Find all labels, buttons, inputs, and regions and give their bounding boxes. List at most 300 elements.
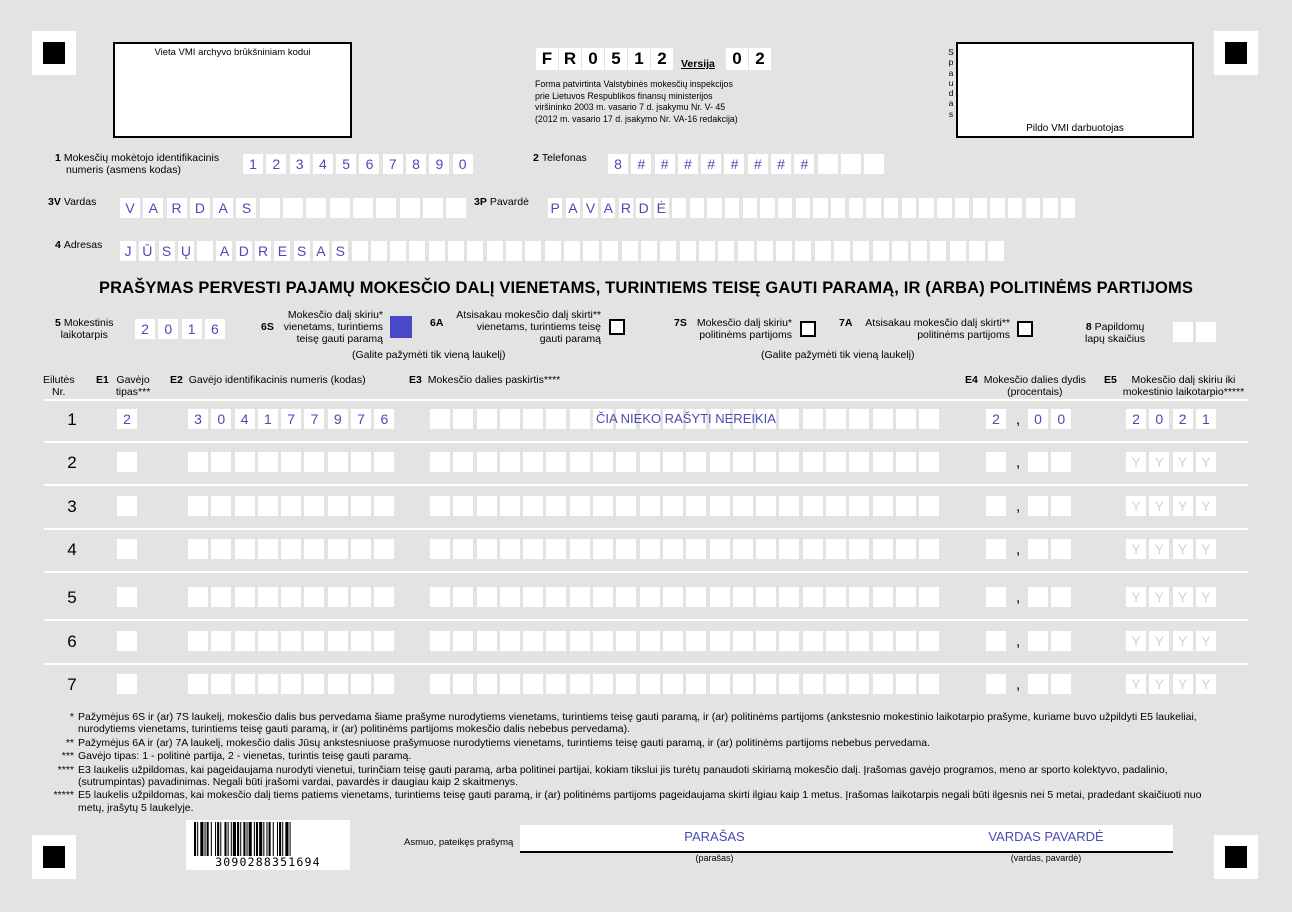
char-cell[interactable] [1028,631,1048,651]
char-cell[interactable] [546,539,566,559]
char-cell[interactable] [919,674,939,694]
char-cell[interactable] [546,452,566,472]
char-cell[interactable] [779,452,799,472]
char-cell[interactable] [1051,587,1071,607]
char-cell[interactable] [351,496,371,516]
recipient-code-field[interactable] [188,631,398,651]
char-cell[interactable] [710,539,730,559]
char-cell[interactable] [803,452,823,472]
char-cell[interactable] [616,452,636,472]
char-cell[interactable]: A [566,198,580,218]
char-cell[interactable] [1051,631,1071,651]
char-cell[interactable]: R [619,198,633,218]
char-cell[interactable] [430,539,450,559]
char-cell[interactable]: Y [1173,539,1193,559]
char-cell[interactable] [896,496,916,516]
percent-dec-field[interactable] [1028,674,1075,694]
char-cell[interactable]: A [216,241,232,261]
char-cell[interactable] [733,674,753,694]
char-cell[interactable] [328,674,348,694]
char-cell[interactable] [235,496,255,516]
char-cell[interactable] [1028,496,1048,516]
char-cell[interactable]: 4 [235,409,255,429]
char-cell[interactable] [593,587,613,607]
name-value[interactable]: VARDAS PAVARDĖ [988,829,1104,844]
phone-field[interactable] [608,154,888,174]
until-year-field[interactable] [1126,452,1219,472]
char-cell[interactable]: D [236,241,252,261]
until-year-field[interactable] [1126,409,1219,429]
char-cell[interactable] [743,198,757,218]
char-cell[interactable] [304,631,324,651]
char-cell[interactable] [117,674,137,694]
char-cell[interactable] [353,198,373,218]
char-cell[interactable] [304,452,324,472]
char-cell[interactable] [211,539,231,559]
char-cell[interactable] [803,587,823,607]
char-cell[interactable] [453,496,473,516]
char-cell[interactable] [583,241,599,261]
char-cell[interactable] [430,587,450,607]
char-cell[interactable] [919,452,939,472]
char-cell[interactable] [986,587,1006,607]
char-cell[interactable] [523,452,543,472]
char-cell[interactable] [986,452,1006,472]
char-cell[interactable]: J [120,241,136,261]
char-cell[interactable] [328,587,348,607]
char-cell[interactable] [919,539,939,559]
char-cell[interactable] [1028,587,1048,607]
char-cell[interactable] [376,198,396,218]
recipient-code-field[interactable] [188,587,398,607]
char-cell[interactable]: S [236,198,256,218]
char-cell[interactable]: Ų [178,241,194,261]
char-cell[interactable] [873,631,893,651]
char-cell[interactable]: 2 [1173,409,1193,429]
char-cell[interactable] [919,631,939,651]
char-cell[interactable] [686,496,706,516]
char-cell[interactable]: Y [1126,539,1146,559]
recipient-code-field[interactable] [188,409,398,429]
char-cell[interactable] [641,241,657,261]
char-cell[interactable] [235,452,255,472]
char-cell[interactable] [477,631,497,651]
char-cell[interactable] [616,674,636,694]
char-cell[interactable] [570,631,590,651]
char-cell[interactable] [487,241,503,261]
char-cell[interactable] [117,496,137,516]
char-cell[interactable] [779,539,799,559]
char-cell[interactable] [328,631,348,651]
char-cell[interactable] [374,452,394,472]
char-cell[interactable] [117,587,137,607]
char-cell[interactable]: R [167,198,187,218]
char-cell[interactable]: # [631,154,651,174]
char-cell[interactable]: S [159,241,175,261]
char-cell[interactable] [690,198,704,218]
recipient-type-field[interactable] [117,539,140,559]
char-cell[interactable] [188,496,208,516]
char-cell[interactable] [188,452,208,472]
char-cell[interactable] [523,674,543,694]
char-cell[interactable]: D [190,198,210,218]
char-cell[interactable]: 0 [1149,409,1169,429]
char-cell[interactable] [500,674,520,694]
recipient-type-field[interactable] [117,631,140,651]
char-cell[interactable] [973,198,987,218]
char-cell[interactable] [969,241,985,261]
char-cell[interactable] [117,539,137,559]
char-cell[interactable] [374,587,394,607]
char-cell[interactable] [616,631,636,651]
char-cell[interactable]: 1 [1196,409,1216,429]
char-cell[interactable] [849,539,869,559]
char-cell[interactable] [663,539,683,559]
char-cell[interactable] [778,198,792,218]
char-cell[interactable] [1051,539,1071,559]
taxpayer-id-field[interactable] [243,154,476,174]
until-year-field[interactable] [1126,674,1219,694]
char-cell[interactable]: 3 [290,154,310,174]
char-cell[interactable]: A [313,241,329,261]
recipient-code-field[interactable] [188,539,398,559]
char-cell[interactable] [826,674,846,694]
char-cell[interactable] [281,674,301,694]
option-6a-checkbox[interactable] [609,319,625,335]
char-cell[interactable] [779,674,799,694]
char-cell[interactable] [707,198,721,218]
char-cell[interactable] [756,452,776,472]
char-cell[interactable] [756,674,776,694]
char-cell[interactable] [564,241,580,261]
char-cell[interactable] [523,496,543,516]
signature-value[interactable]: PARAŠAS [684,829,745,844]
char-cell[interactable] [686,674,706,694]
char-cell[interactable]: Y [1173,631,1193,651]
char-cell[interactable] [663,496,683,516]
char-cell[interactable] [351,587,371,607]
purpose-field[interactable] [430,496,943,516]
char-cell[interactable] [733,539,753,559]
char-cell[interactable] [663,452,683,472]
char-cell[interactable]: Y [1126,496,1146,516]
char-cell[interactable]: P [548,198,562,218]
char-cell[interactable]: 0 [158,319,178,339]
char-cell[interactable] [593,631,613,651]
char-cell[interactable] [260,198,280,218]
char-cell[interactable]: 0 [211,409,231,429]
char-cell[interactable]: 6 [205,319,225,339]
char-cell[interactable]: 7 [281,409,301,429]
char-cell[interactable] [328,539,348,559]
char-cell[interactable]: Y [1196,452,1216,472]
char-cell[interactable] [374,496,394,516]
address-field[interactable] [120,241,1008,261]
option-6s-checkbox[interactable] [390,316,412,338]
char-cell[interactable] [430,631,450,651]
char-cell[interactable] [663,674,683,694]
char-cell[interactable] [640,496,660,516]
char-cell[interactable] [864,154,884,174]
char-cell[interactable] [1028,539,1048,559]
char-cell[interactable] [896,587,916,607]
option-7a-checkbox[interactable] [1017,321,1033,337]
char-cell[interactable] [400,198,420,218]
char-cell[interactable]: Y [1196,496,1216,516]
char-cell[interactable]: # [748,154,768,174]
char-cell[interactable] [937,198,951,218]
char-cell[interactable]: Y [1149,452,1169,472]
char-cell[interactable] [188,631,208,651]
recipient-code-field[interactable] [188,674,398,694]
char-cell[interactable] [570,452,590,472]
char-cell[interactable] [756,587,776,607]
char-cell[interactable] [235,539,255,559]
char-cell[interactable] [430,452,450,472]
percent-int-field[interactable] [986,631,1009,651]
percent-dec-field[interactable] [1028,587,1075,607]
char-cell[interactable] [258,674,278,694]
char-cell[interactable] [453,452,473,472]
char-cell[interactable] [448,241,464,261]
char-cell[interactable] [546,674,566,694]
char-cell[interactable]: Y [1173,496,1193,516]
char-cell[interactable] [546,496,566,516]
char-cell[interactable] [849,587,869,607]
char-cell[interactable] [803,539,823,559]
char-cell[interactable] [258,539,278,559]
char-cell[interactable]: Y [1196,587,1216,607]
char-cell[interactable] [686,539,706,559]
char-cell[interactable]: A [213,198,233,218]
char-cell[interactable] [725,198,739,218]
char-cell[interactable] [988,241,1004,261]
char-cell[interactable] [710,452,730,472]
char-cell[interactable] [453,674,473,694]
char-cell[interactable] [1028,674,1048,694]
char-cell[interactable] [351,631,371,651]
char-cell[interactable] [796,198,810,218]
char-cell[interactable] [826,452,846,472]
char-cell[interactable] [1028,452,1048,472]
char-cell[interactable] [453,587,473,607]
char-cell[interactable]: Y [1126,674,1146,694]
char-cell[interactable] [352,241,368,261]
char-cell[interactable] [733,452,753,472]
char-cell[interactable]: # [724,154,744,174]
char-cell[interactable] [779,496,799,516]
char-cell[interactable] [211,496,231,516]
char-cell[interactable] [423,198,443,218]
purpose-field[interactable] [430,631,943,651]
char-cell[interactable] [756,631,776,651]
char-cell[interactable] [304,539,324,559]
char-cell[interactable]: 1 [243,154,263,174]
char-cell[interactable]: Y [1149,631,1169,651]
char-cell[interactable] [477,587,497,607]
char-cell[interactable] [1043,198,1057,218]
char-cell[interactable] [235,631,255,651]
char-cell[interactable]: 7 [351,409,371,429]
char-cell[interactable] [409,241,425,261]
char-cell[interactable]: # [771,154,791,174]
char-cell[interactable]: E [274,241,290,261]
char-cell[interactable]: Y [1173,674,1193,694]
char-cell[interactable] [351,674,371,694]
char-cell[interactable] [986,539,1006,559]
char-cell[interactable]: 9 [429,154,449,174]
percent-dec-field[interactable] [1028,409,1075,429]
char-cell[interactable] [986,496,1006,516]
char-cell[interactable]: 0 [453,154,473,174]
char-cell[interactable] [710,587,730,607]
char-cell[interactable]: 0 [1051,409,1071,429]
percent-int-field[interactable] [986,496,1009,516]
char-cell[interactable] [826,631,846,651]
char-cell[interactable] [849,496,869,516]
char-cell[interactable] [304,587,324,607]
purpose-field[interactable] [430,539,943,559]
char-cell[interactable] [453,631,473,651]
char-cell[interactable] [640,587,660,607]
char-cell[interactable]: # [678,154,698,174]
char-cell[interactable] [813,198,827,218]
char-cell[interactable] [330,198,350,218]
char-cell[interactable] [892,241,908,261]
char-cell[interactable]: 9 [328,409,348,429]
char-cell[interactable] [818,154,838,174]
char-cell[interactable]: 2 [986,409,1006,429]
char-cell[interactable] [896,631,916,651]
char-cell[interactable] [663,587,683,607]
char-cell[interactable] [640,539,660,559]
char-cell[interactable] [718,241,734,261]
char-cell[interactable] [374,631,394,651]
char-cell[interactable] [570,539,590,559]
char-cell[interactable]: Y [1126,587,1146,607]
char-cell[interactable] [803,496,823,516]
char-cell[interactable] [640,631,660,651]
char-cell[interactable] [328,452,348,472]
char-cell[interactable]: 7 [304,409,324,429]
percent-dec-field[interactable] [1028,539,1075,559]
char-cell[interactable] [986,631,1006,651]
char-cell[interactable] [477,496,497,516]
char-cell[interactable] [304,674,324,694]
char-cell[interactable]: 6 [359,154,379,174]
char-cell[interactable] [235,587,255,607]
char-cell[interactable] [525,241,541,261]
char-cell[interactable]: 2 [117,409,137,429]
char-cell[interactable] [281,452,301,472]
char-cell[interactable] [873,587,893,607]
percent-int-field[interactable] [986,587,1009,607]
char-cell[interactable] [283,198,303,218]
char-cell[interactable]: Y [1149,674,1169,694]
char-cell[interactable] [831,198,845,218]
char-cell[interactable]: S [332,241,348,261]
percent-int-field[interactable] [986,539,1009,559]
until-year-field[interactable] [1126,631,1219,651]
until-year-field[interactable] [1126,496,1219,516]
char-cell[interactable]: D [636,198,650,218]
char-cell[interactable] [873,496,893,516]
char-cell[interactable] [616,587,636,607]
purpose-field[interactable] [430,587,943,607]
char-cell[interactable] [258,587,278,607]
char-cell[interactable] [986,674,1006,694]
char-cell[interactable]: 1 [258,409,278,429]
char-cell[interactable] [546,587,566,607]
char-cell[interactable]: Ū [139,241,155,261]
char-cell[interactable] [919,587,939,607]
char-cell[interactable] [710,496,730,516]
percent-dec-field[interactable] [1028,631,1075,651]
char-cell[interactable] [849,452,869,472]
char-cell[interactable]: 7 [383,154,403,174]
char-cell[interactable]: A [143,198,163,218]
char-cell[interactable]: V [583,198,597,218]
char-cell[interactable] [281,539,301,559]
recipient-type-field[interactable] [117,452,140,472]
char-cell[interactable] [500,539,520,559]
recipient-type-field[interactable] [117,674,140,694]
option-7s-checkbox[interactable] [800,321,816,337]
recipient-type-field[interactable] [117,496,140,516]
char-cell[interactable]: Y [1173,452,1193,472]
char-cell[interactable] [258,496,278,516]
percent-int-field[interactable] [986,674,1009,694]
char-cell[interactable] [117,452,137,472]
char-cell[interactable] [990,198,1004,218]
last-name-field[interactable] [548,198,1079,218]
char-cell[interactable]: 0 [1028,409,1048,429]
char-cell[interactable] [593,539,613,559]
char-cell[interactable] [756,539,776,559]
char-cell[interactable]: S [294,241,310,261]
char-cell[interactable] [896,539,916,559]
char-cell[interactable] [795,241,811,261]
char-cell[interactable]: R [255,241,271,261]
char-cell[interactable] [211,452,231,472]
char-cell[interactable] [686,631,706,651]
char-cell[interactable] [955,198,969,218]
char-cell[interactable]: 1 [182,319,202,339]
char-cell[interactable] [950,241,966,261]
char-cell[interactable] [500,587,520,607]
recipient-type-field[interactable] [117,587,140,607]
char-cell[interactable] [826,496,846,516]
char-cell[interactable] [756,496,776,516]
char-cell[interactable]: V [120,198,140,218]
char-cell[interactable] [593,674,613,694]
char-cell[interactable] [663,631,683,651]
char-cell[interactable] [430,496,450,516]
extra-pages-field[interactable] [1173,322,1220,342]
percent-dec-field[interactable] [1028,452,1075,472]
char-cell[interactable]: Y [1126,631,1146,651]
char-cell[interactable] [710,631,730,651]
until-year-field[interactable] [1126,587,1219,607]
char-cell[interactable] [523,587,543,607]
char-cell[interactable] [733,631,753,651]
recipient-code-field[interactable] [188,496,398,516]
percent-int-field[interactable] [986,452,1009,472]
char-cell[interactable] [602,241,618,261]
char-cell[interactable] [351,539,371,559]
char-cell[interactable] [738,241,754,261]
purpose-field[interactable] [430,452,943,472]
